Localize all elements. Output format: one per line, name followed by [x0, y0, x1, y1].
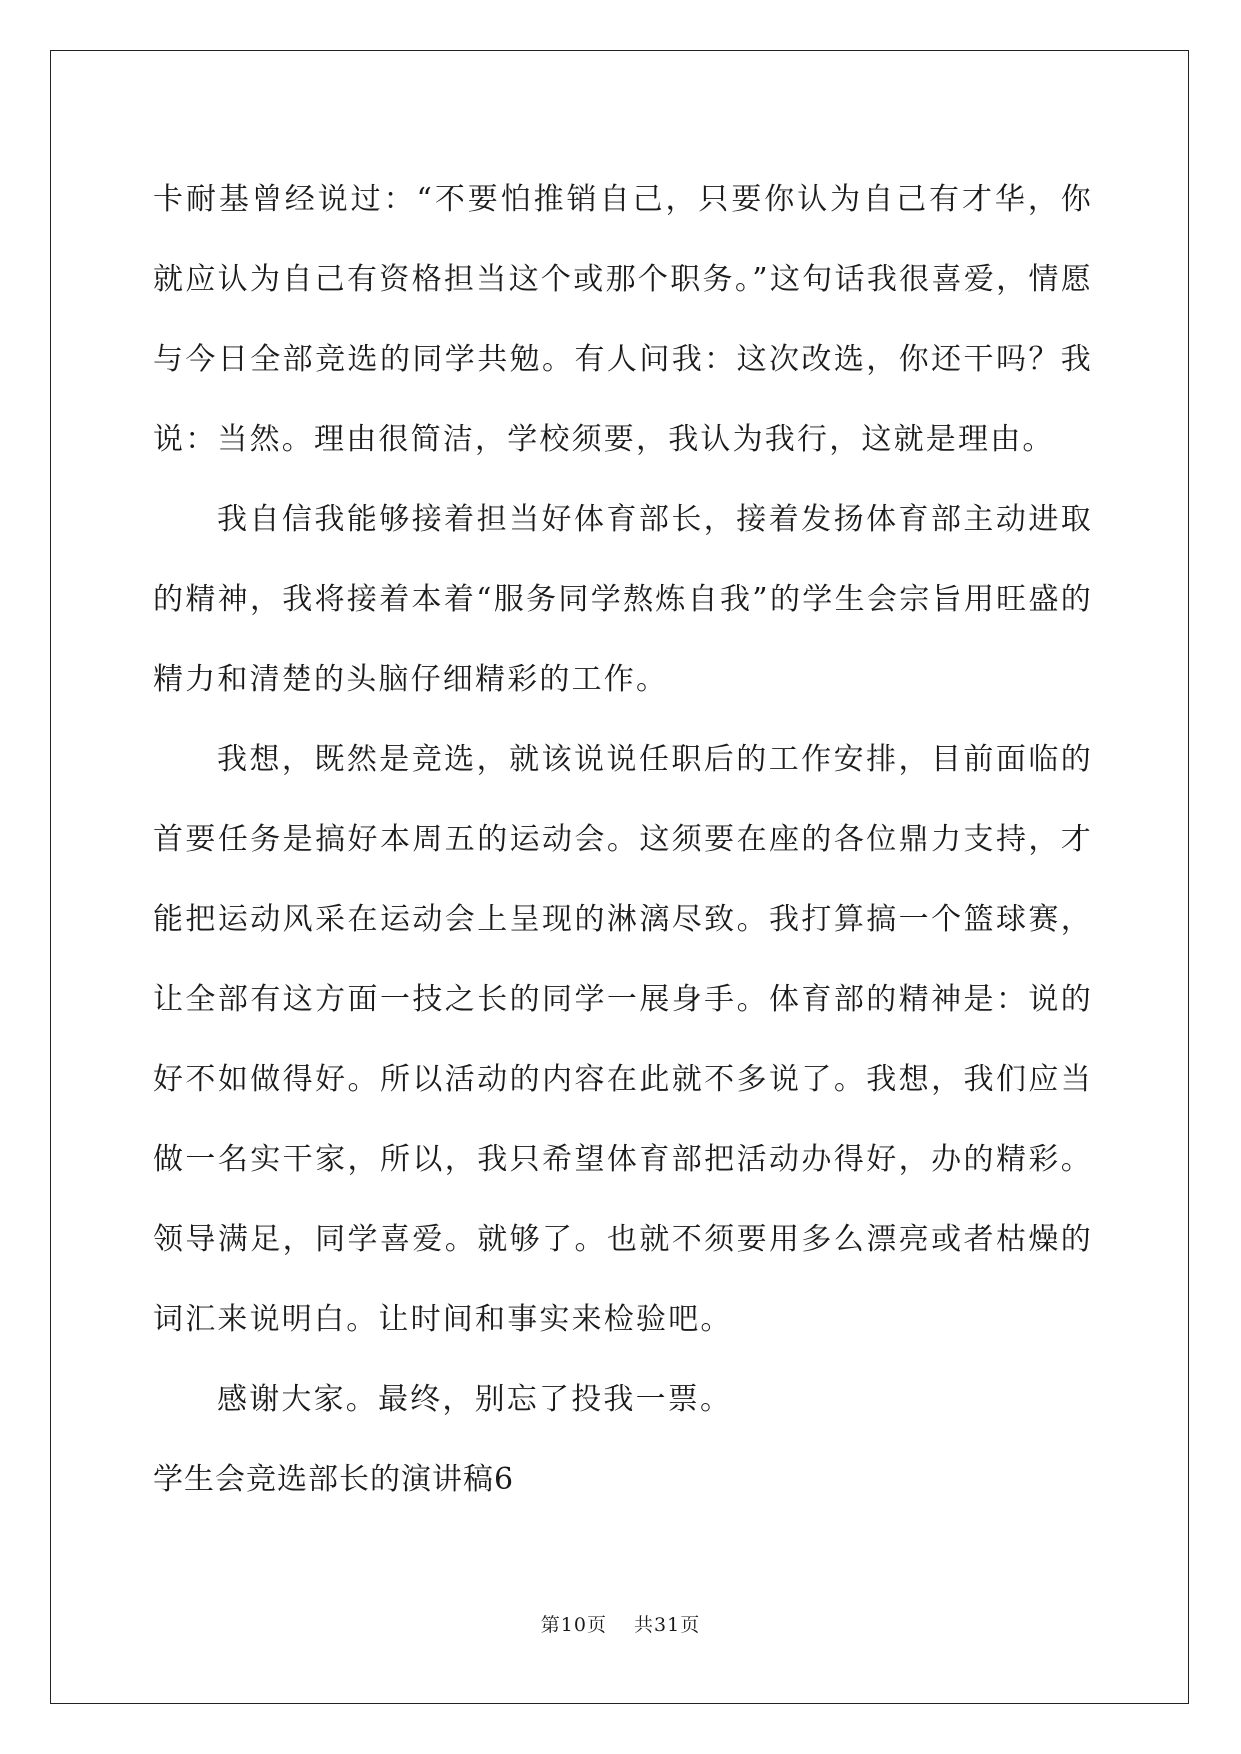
paragraph: 感谢大家。最终，别忘了投我一票。: [217, 1382, 733, 1417]
paragraph: 我想，既然是竞选，就该说说任职后的工作安排，目前面临的首要任务是搞好本周五的运动会。这须要在座的各位鼎力支持，才能把运动风采在运动会上呈现的淋漓尽致。我打算搞一个篮球赛，让全部有这方面一技之长的同学一展身手。体育部的精神是：说的好不如做得好。所以活动的内容在此就不多说了。我想，我们应当做一名实干家，所以，我只希望体育部把活动办得好，办的精彩。领导满足，同学喜爱。就够了。也就不须要用多么漂亮或者枯燥的词汇来说明白。让时间和事实来检验吧。: [153, 742, 1093, 1337]
total-pages-label: 共31页: [634, 1614, 701, 1636]
page-footer: [0, 1610, 1241, 1637]
paragraph-continuation: 卡耐基曾经说过：“不要怕推销自己，只要你认为自己有才华，你就应认为自己有资格担当这个或那个职务。”这句话我很喜爱，情愿与今日全部竞选的同学共勉。有人问我：这次改选，你还干吗？我说：当然。理由很简洁，学校须要，我认为我行，这就是理由。: [153, 182, 1093, 457]
document-body: [153, 160, 1093, 1520]
current-page-label: 第10页: [540, 1614, 607, 1636]
section-heading: 学生会竞选部长的演讲稿6: [153, 1462, 515, 1497]
paragraph: 我自信我能够接着担当好体育部长，接着发扬体育部主动进取的精神，我将接着本着“服务同学熬炼自我”的学生会宗旨用旺盛的精力和清楚的头脑仔细精彩的工作。: [153, 502, 1093, 697]
